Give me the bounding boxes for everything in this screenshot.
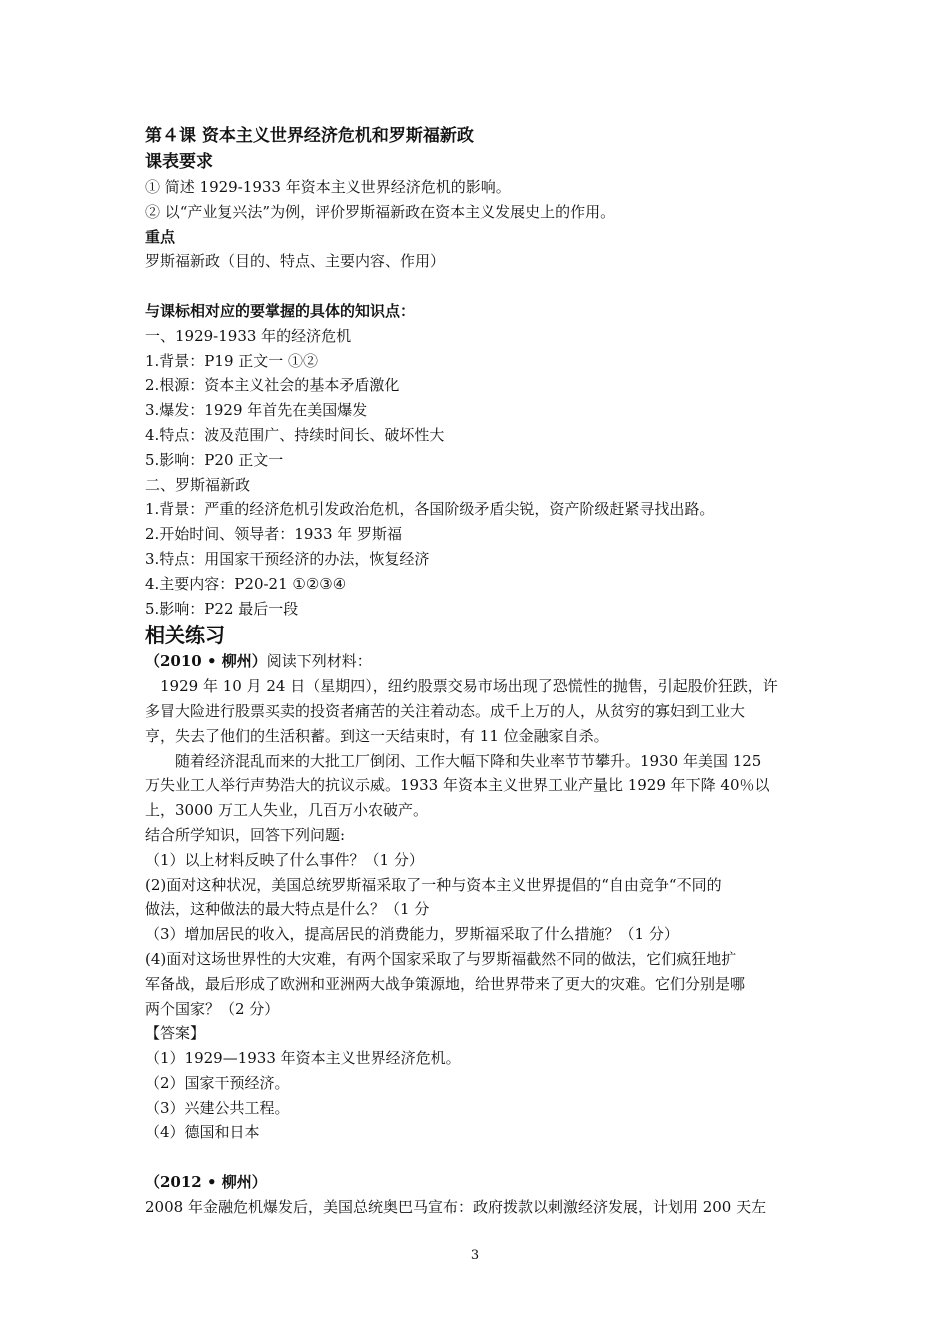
- question-line: 做法，这种做法的最大特点是什么？（1 分: [145, 900, 430, 919]
- document-body: [145, 123, 810, 1220]
- material-line: 亨，失去了他们的生活积蓄。到这一天结束时，有 11 位金融家自杀。: [145, 726, 609, 745]
- requirements-heading: 课表要求: [145, 152, 213, 172]
- knowledge-item: 4.主要内容：P20-21 ①②③④: [145, 574, 347, 593]
- answer-line: （2）国家干预经济。: [145, 1073, 290, 1092]
- material-line: 1929 年 10 月 24 日（星期四），纽约股票交易市场出现了恐慌性的抛售，引起股价狂跌，许: [160, 677, 778, 696]
- question-source-line: [145, 649, 810, 674]
- material-line: 万失业工人举行声势浩大的抗议示威。1933 年资本主义世界工业产量比 1929 年下降 40％以: [145, 776, 770, 795]
- spacer: [145, 274, 810, 299]
- knowledge-item: 4.特点：波及范围广、持续时间长、破坏性大: [145, 425, 445, 444]
- question-instruction: 结合所学知识，回答下列问题:: [145, 825, 346, 844]
- question-line: (2)面对这种状况，美国总统罗斯福采取了一种与资本主义世界提倡的“自由竞争“不同的: [145, 875, 722, 894]
- knowledge-heading: 与课标相对应的要掌握的具体的知识点：: [145, 301, 416, 320]
- knowledge-item: 1.背景：严重的经济危机引发政治危机，各国阶级矛盾尖锐，资产阶级赶紧寻找出路。: [145, 500, 715, 519]
- question-source: （2010 • 柳州）: [145, 652, 267, 671]
- section-title: 二、罗斯福新政: [145, 475, 251, 494]
- knowledge-item: 5.影响：P22 最后一段: [145, 599, 299, 618]
- material-line: 上，3000 万工人失业，几百万小农破产。: [145, 801, 428, 820]
- page-number: 3: [470, 1248, 480, 1263]
- knowledge-item: 3.特点：用国家干预经济的办法，恢复经济: [145, 549, 430, 568]
- section-title: 一、1929-1933 年的经济危机: [145, 326, 352, 345]
- key-point-text: 罗斯福新政（目的、特点、主要内容、作用）: [145, 252, 446, 271]
- material-line: 多冒大险进行股票买卖的投资者痛苦的关注着动态。成千上万的人，从贫穷的寡妇到工业大: [145, 701, 746, 720]
- knowledge-item: 2.开始时间、领导者：1933 年 罗斯福: [145, 525, 403, 544]
- requirement-item: ② 以“产业复兴法”为例，评价罗斯福新政在资本主义发展史上的作用。: [145, 202, 616, 221]
- requirement-item: ① 简述 1929-1933 年资本主义世界经济危机的影响。: [145, 178, 511, 196]
- knowledge-item: 3.爆发：1929 年首先在美国爆发: [145, 401, 368, 420]
- answer-line: （3）兴建公共工程。: [145, 1098, 290, 1117]
- question-line: 两个国家？（2 分）: [145, 999, 280, 1018]
- knowledge-item: 2.根源：资本主义社会的基本矛盾激化: [145, 376, 400, 395]
- knowledge-item: 5.影响：P20 正文一: [145, 450, 284, 469]
- question-line: 军备战，最后形成了欧洲和亚洲两大战争策源地，给世界带来了更大的灾难。它们分别是哪: [145, 974, 746, 993]
- answer-line: （1）1929—1933 年资本主义世界经济危机。: [145, 1049, 461, 1068]
- key-point-heading: 重点: [145, 227, 176, 246]
- question-prompt: 阅读下列材料：: [266, 652, 372, 671]
- practice-heading: 相关练习: [145, 623, 225, 648]
- material-line: 随着经济混乱而来的大批工厂倒闭、工作大幅下降和失业率节节攀升。1930 年美国 125: [175, 751, 762, 770]
- question-line: （3）增加居民的收入，提高居民的消费能力，罗斯福采取了什么措施？（1 分）: [145, 925, 679, 944]
- question-line: （1）以上材料反映了什么事件？（1 分）: [145, 850, 424, 869]
- lesson-title: 第４课 资本主义世界经济危机和罗斯福新政: [145, 126, 474, 146]
- material-line: 2008 年金融危机爆发后，美国总统奥巴马宣布：政府拨款以刺激经济发展，计划用 200 天左: [145, 1197, 767, 1216]
- answer-line: （4）德国和日本: [145, 1123, 260, 1142]
- question-source: （2012 • 柳州）: [145, 1173, 267, 1192]
- knowledge-item: 1.背景：P19 正文一 ①②: [145, 351, 319, 370]
- answer-label: 【答案】: [145, 1024, 206, 1043]
- spacer: [145, 1145, 810, 1170]
- question-line: (4)面对这场世界性的大灾难，有两个国家采取了与罗斯福截然不同的做法，它们疯狂地扩: [145, 949, 737, 968]
